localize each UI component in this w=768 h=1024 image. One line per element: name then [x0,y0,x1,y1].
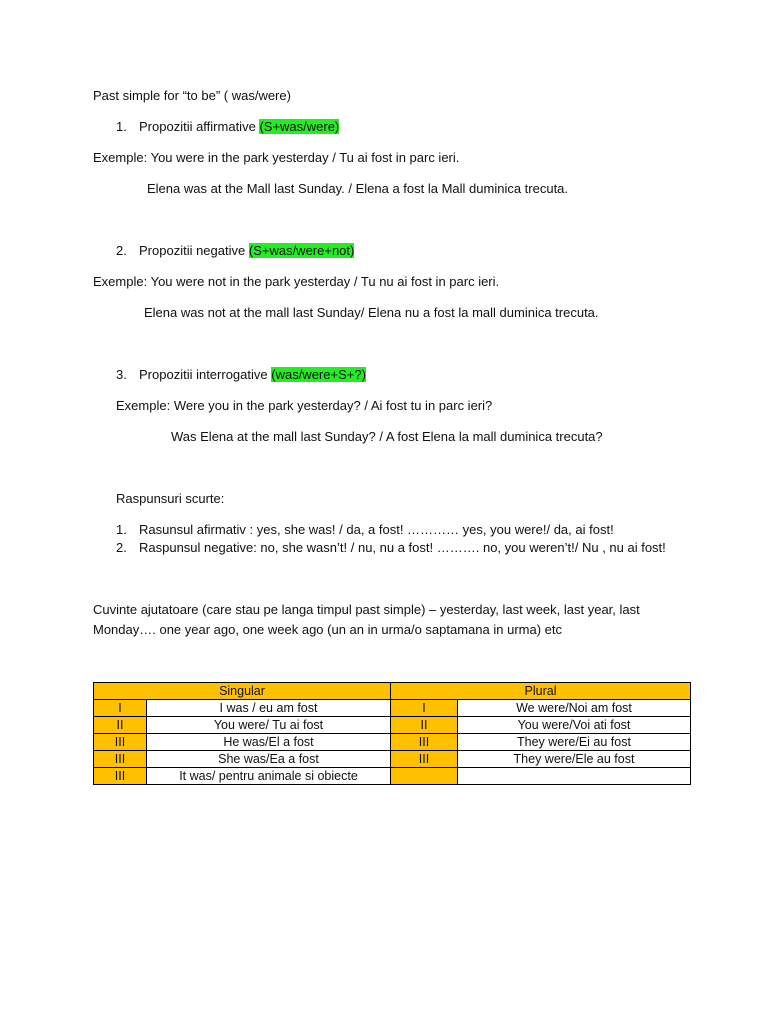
singular-person-cell: III [94,751,147,768]
short-answer-2-text: Raspunsul negative: no, she wasn’t! / nu, nu a fost! ………. no, you weren’t!/ Nu , nu ai fost! [139,540,666,555]
section-2-example-label: Exemple: [93,274,148,289]
singular-form-cell: It was/ pentru animale si obiecte [147,768,391,785]
section-1-number: 1. [116,119,127,134]
singular-form-cell: I was / eu am fost [147,700,391,717]
plural-person-cell: I [391,700,458,717]
short-answer-1-text: Rasunsul afirmativ : yes, she was! / da, a fost! ………… yes, you were!/ da, ai fost! [139,522,614,537]
table-row [94,734,691,751]
singular-person-cell: II [94,717,147,734]
section-3-label: Propozitii interrogative [139,367,268,382]
section-3-number: 3. [116,367,127,382]
section-1-label: Propozitii affirmative [139,119,256,134]
singular-form-cell: She was/Ea a fost [147,751,391,768]
singular-form-cell: He was/El a fost [147,734,391,751]
section-1-example-2: Elena was at the Mall last Sunday. / Elena a fost la Mall duminica trecuta. [147,181,569,196]
table-row [94,768,691,785]
singular-header: Singular [94,683,391,700]
section-3-example-2: Was Elena at the mall last Sunday? / A fost Elena la mall duminica trecuta? [171,429,603,444]
singular-person-cell: I [94,700,147,717]
table-row [94,700,691,717]
section-2-example-2: Elena was not at the mall last Sunday/ Elena nu a fost la mall duminica trecuta. [144,305,599,320]
plural-form-cell: We were/Noi am fost [458,700,691,717]
table-row [94,751,691,768]
plural-form-cell: They were/Ei au fost [458,734,691,751]
section-1-example-1-text: You were in the park yesterday / Tu ai fost in parc ieri. [150,150,460,165]
plural-person-cell [391,768,458,785]
singular-person-cell: III [94,734,147,751]
section-2-example-1 [93,274,499,290]
singular-person-cell: III [94,768,147,785]
plural-person-cell: II [391,717,458,734]
table-row [94,717,691,734]
section-2-formula: (S+was/were+not) [248,243,355,258]
section-3-heading [116,367,366,383]
section-1-heading [116,119,339,135]
section-2-heading [116,243,354,259]
plural-person-cell: III [391,734,458,751]
conjugation-table [93,682,691,785]
section-2-number: 2. [116,243,127,258]
short-answer-2-number: 2. [116,540,127,555]
section-1-example-1 [93,150,459,166]
singular-form-cell: You were/ Tu ai fost [147,717,391,734]
plural-form-cell: They were/Ele au fost [458,751,691,768]
short-answers-heading: Raspunsuri scurte: [116,491,225,506]
short-answer-item [116,522,614,538]
section-3-example-1 [116,398,492,414]
table-header-row [94,683,691,700]
plural-header: Plural [391,683,691,700]
helper-words-paragraph: Cuvinte ajutatoare (care stau pe langa timpul past simple) – yesterday, last week, last year, last Monday…. one year ago, one week ago (un an in urma/o saptamana in urma) etc [93,602,640,637]
short-answer-item [116,540,666,556]
plural-form-cell: You were/Voi ati fost [458,717,691,734]
page-title: Past simple for “to be” ( was/were) [93,88,291,103]
section-2-label: Propozitii negative [139,243,246,258]
plural-person-cell: III [391,751,458,768]
section-1-formula: (S+was/were) [259,119,340,134]
plural-form-cell [458,768,691,785]
section-3-example-label: Exemple: [116,398,171,413]
section-3-formula: (was/were+S+?) [271,367,366,382]
section-2-example-1-text: You were not in the park yesterday / Tu nu ai fost in parc ieri. [150,274,500,289]
section-1-example-label: Exemple: [93,150,148,165]
section-3-example-1-text: Were you in the park yesterday? / Ai fost tu in parc ieri? [173,398,493,413]
short-answer-1-number: 1. [116,522,127,537]
